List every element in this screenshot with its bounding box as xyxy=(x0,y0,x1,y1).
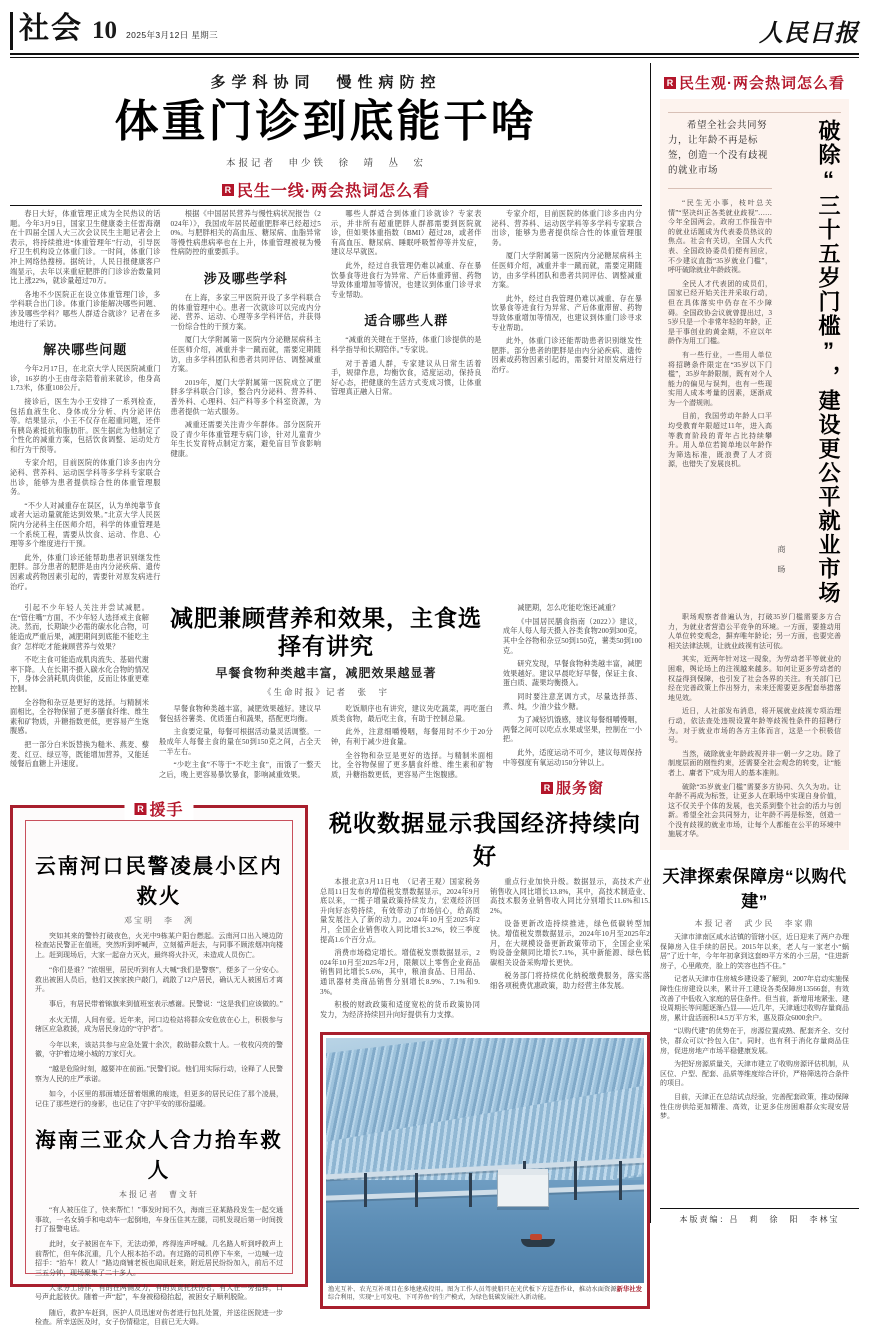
paragraph: 税务部门将持续优化纳税缴费服务，落实落细各项税费优惠政策，助力经营主体发展。 xyxy=(490,972,650,990)
lead-col-1 xyxy=(10,210,161,596)
paragraph: 根据《中国居民营养与慢性病状况报告（2024年）》，我国成年居民超重肥胖率已经超过50%。与肥胖相关的高血压、糖尿病、血脂异常等慢性病患病率也在上升，体重管理被视为慢性病防控的重要抓手。 xyxy=(170,210,321,257)
paragraph: 记者从天津市住房城乡建设委了解到，2007年启动实施保障性住房建设以来，累计开工建设各类保障房13566套，有效改善了中低收入家庭的居住条件。但当前，新增用地紧张、建设周期长等问题逐渐凸显——近几年，天津通过收购存量商品房，累计盘活面积14.5万平方米，惠及群众6000余户。 xyxy=(660,975,849,1022)
tax-col-1 xyxy=(320,878,480,1024)
paragraph: 全民人才代表团的成员们，国家已经开始关注并采取行动，但在具体落实中仍存在不少障碍。全国政协会议就曾提出过，35岁只是一个非常年轻的年龄，正是干事创业的黄金期，不应以年龄作为用工门槛。 xyxy=(668,279,772,346)
lead-col-3 xyxy=(331,210,482,596)
paragraph: 目前，天津正在总结试点经验，完善配套政策，推动保障性住房供给更加精准、高效，让更多住房困难群众实现安居梦。 xyxy=(660,1092,849,1121)
section-subhead: 适合哪些人群 xyxy=(364,313,449,329)
paragraph: “你们是谁？”浓烟里，居民听到有人大喊“我们是警察”，便多了一分安心。救出被困人员后，他们又挨家挨户敲门，疏散了12户居民，确认无人被困后才离开。 xyxy=(35,966,283,994)
red-mark-icon: R xyxy=(222,184,234,196)
paragraph: 全谷物和杂豆是更好的选择。与精制米面相比，全谷物保留了更多膳食纤维、维生素和矿物质，升糖指数更低，更容易产生饱腹感。 xyxy=(331,751,493,779)
paragraph: 把一部分白米饭替换为糙米、燕麦、藜麦、红豆、绿豆等，既能增加营养，又能延缓餐后血糖上升速度。 xyxy=(10,740,150,769)
paragraph: 减重还需要关注青少年群体。部分医院开设了青少年体重管理专病门诊，针对儿童青少年生长发育特点制定方案，避免盲目节食影响健康。 xyxy=(170,421,321,458)
yuanshou-story1-headline: 云南河口民警凌晨小区内救火 xyxy=(35,855,283,908)
paragraph: 此外，适度运动不可少，建议每周保持中等强度有氧运动150分钟以上。 xyxy=(502,748,642,767)
paragraph: 引起不少年轻人关注并尝试减肥。在“管住嘴”方面，不少年轻人选择戒主食解决。然而，长期缺少必需的碳水化合物，可能造成严重后果，减肥期间到底能不能吃主食？怎样吃才能兼顾营养与效果？ xyxy=(10,604,150,651)
masthead-rule-thin xyxy=(10,57,859,58)
paragraph: 主食要定量，每餐可根据活动量灵活调整。一般成年人每餐主食的量在50到150克之间，占全天一半左右。 xyxy=(159,728,321,756)
yuanshou-box-inner xyxy=(25,820,293,1327)
paragraph: 此外，经过自我管理仍难以减重、存在暴饮暴食等进食行为异常、产后体重滞留、药物导致体重增加等情况，也建议到体重门诊寻求专业帮助。 xyxy=(491,294,642,332)
paragraph: 职场观察者普遍认为，打破35岁门槛需要多方合力，为就业者营造公平竞争的环境。一方面，要推动用人单位转变观念，摒弃唯年龄论；另一方面，也要完善相关法律法规，让就业歧视有法可依。 xyxy=(668,613,841,650)
tax-article xyxy=(320,805,650,1309)
masthead xyxy=(10,6,859,50)
masthead-left-group xyxy=(10,12,218,50)
lead-byline: 本报记者 申少铁 徐 靖 丛 宏 xyxy=(225,159,426,169)
paragraph: “有人被压住了，快来帮忙！”事发时间不久，海南三亚某路段发生一起交通事故，一名女骑手和电动车一起倒地，车身压住其左腿，司机发现后第一时间拨打了报警电话。 xyxy=(35,1206,283,1233)
paragraph: 为把好房源质量关，天津市建立了收购房源评估机制，从区位、户型、配套、品质等维度综合评价，严格筛选符合条件的项目。 xyxy=(660,1060,849,1088)
feature2-col-3 xyxy=(331,705,493,784)
fuwuchuang-label xyxy=(503,777,642,798)
minshengguan-label-text: 民生观·两会热词怎么看 xyxy=(679,75,845,92)
quote-and-title xyxy=(668,119,841,609)
photo-post xyxy=(364,1173,367,1207)
paragraph: 对于普通人群，专家建议从日常生活着手，规律作息，均衡饮食，适度运动，保持良好心态，把健康的生活方式变成习惯，让体重管理真正融入日常。 xyxy=(331,359,482,397)
page-grid xyxy=(10,63,859,1327)
feature2-col-1 xyxy=(10,604,149,802)
paragraph: 吃饭顺序也有讲究，建议先吃蔬菜，再吃蛋白质类食物，最后吃主食，有助于控制总量。 xyxy=(331,705,493,723)
lead-headline: 体重门诊到底能干啥 xyxy=(114,97,538,146)
footer-rule xyxy=(660,1208,859,1209)
red-mark-icon: R xyxy=(541,782,553,794)
right-column xyxy=(650,63,849,1223)
feature2-headline-block xyxy=(159,604,493,802)
footer xyxy=(660,1208,859,1225)
minshengguan-label xyxy=(660,72,849,93)
paragraph: 此外，体重门诊还能帮助患者识别继发性肥胖。部分患者的肥胖是由内分泌疾病、遗传因素或药物因素引起的，需要针对原发病进行治疗。 xyxy=(491,337,642,374)
paragraph: 突如其来的警铃打破夜色，火光中9栋某户阳台燃起。云南河口出入境边防检查站民警正在值班，突然听到呼喊声，立刻循声赶去，与同事不顾浓烟冲向楼上。赶到现场后，大家一起奋力灭火，最终将火扑灭，未造成人员伤亡。 xyxy=(35,932,283,959)
yuanshou-label xyxy=(124,797,193,820)
paragraph: 大家分工协作，有的在两侧发力，有的负责托扶伤者，有人在一旁指挥，口号声此起彼伏。随着一声“起”，车身被稳稳抬起，被困女子顺利脱险。 xyxy=(35,1283,283,1302)
yuanshou-story1-byline: 邓宝明 李 冽 xyxy=(124,916,194,925)
paragraph: “以购代建”的优势在于，房源位置成熟、配套齐全、交付快，群众可以“拎包入住”。同时，也有利于消化存量商品住房，促进房地产市场平稳健康发展。 xyxy=(660,1027,849,1055)
paragraph: 此外，注意细嚼慢咽，每餐用时不少于20分钟，有利于减少进食量。 xyxy=(331,728,493,746)
paragraph: 消费市场稳定增长。增值税发票数据显示，2024年10月至2025年2月，限额以上零售企业商品销售同比增长5.6%，其中，粮油食品、日用品、通讯器材类商品销售分别增长8.9%、7.1%和9.3%。 xyxy=(320,949,480,996)
photo-caption-block xyxy=(326,1283,644,1303)
feature-article-2 xyxy=(10,604,642,802)
paragraph: 专家介绍，目前医院的体重门诊多由内分泌科、营养科、运动医学科等多学科专家联合出诊，能够为患者提供综合性的体重管理服务。 xyxy=(491,210,642,247)
yuanshou-story2-headline: 海南三亚众人合力抬车救人 xyxy=(35,1129,283,1183)
paragraph: 2019年，厦门大学附属第一医院成立了肥胖多学科联合门诊，整合内分泌科、营养科、普外科、心理科、妇产科等多个科室资源，为患者提供一站式服务。 xyxy=(170,378,321,416)
feature2-col-2 xyxy=(159,705,321,784)
paragraph: 积极的财政政策和适度宽松的货币政策协同发力，为经济持续回升向好提供有力支撑。 xyxy=(320,1001,480,1019)
paragraph: 此外，经过自我管理仍难以减重、存在暴饮暴食等进食行为异常、产后体重滞留、药物导致体重增加等情况，也建议到体重门诊寻求专业帮助。 xyxy=(331,261,482,299)
main-column xyxy=(10,63,650,1327)
minshengguan-panel xyxy=(660,99,849,850)
tianjin-byline: 本报记者 武少民 李家鼎 xyxy=(694,919,815,929)
feature2-side-note xyxy=(503,604,642,802)
minsheng-yixian-label-text: 民生一线·两会热词怎么看 xyxy=(236,183,431,200)
lead-col-2 xyxy=(171,210,322,596)
red-mark-icon: R xyxy=(134,803,146,815)
tax-headline: 税收数据显示我国经济持续向好 xyxy=(329,810,641,869)
paragraph: 早餐食物种类越丰富，减肥效果越好。建议早餐包括谷薯类、优质蛋白和蔬果，搭配更均衡。 xyxy=(159,705,321,723)
photo-post xyxy=(619,1161,622,1200)
yuanshou-label-text: 援手 xyxy=(149,802,184,819)
paragraph: 各地不少医院正在设立体重管理门诊，多学科联合出门诊。体重门诊能解决哪些问题、涉及哪些学科？哪些人群适合就诊？记者在多地进行了采访。 xyxy=(10,290,161,328)
paragraph: 天津市津南区咸水沽镇的管辖小区，近日迎来了两户办理保障房入住手续的居民。2015年以来，老人与一家老小“蜗居”了近十年，今年年初拿到这套89平方米的小三居，“住进新房子，心里敞亮，脸上的笑容也挡不住。” xyxy=(660,933,849,970)
feature2-byline: 《生命时报》记者 张 宇 xyxy=(262,687,389,698)
photo-credit: 新华社发 xyxy=(616,1286,642,1294)
lead-divider xyxy=(10,205,642,206)
paragraph: 减肥期，怎么吃能吃饱还减重？ xyxy=(517,604,620,613)
paragraph: 全谷物和杂豆是更好的选择。与精制米面相比，全谷物保留了更多膳食纤维、维生素和矿物质，升糖指数更低，更容易产生饱腹感。 xyxy=(10,698,150,736)
newspaper-nameplate: 人民日报 xyxy=(759,21,859,47)
tax-col-2 xyxy=(490,878,650,1024)
paragraph: 厦门大学附属第一医院内分泌糖尿病科主任医师介绍，减重并非一蹴而就，需要定期随访，由多学科团队和患者共同评估、调整减重方案。 xyxy=(170,336,321,374)
paragraph: 重点行业加快升级。数据显示，高技术产业销售收入同比增长13.8%，其中，高技术制造业、高技术服务业销售收入同比分别增长11.6%和15.2%。 xyxy=(490,878,650,915)
paragraph: 设备更新改造持续推进，绿色低碳转型加快。增值税发票数据显示，2024年10月至2025年2月，在大规模设备更新政策带动下，全国企业采购设备金额同比增长7.1%，其中新能源、绿色低碳相关设备采购增长更快。 xyxy=(490,920,650,967)
paragraph: 当然，破除就业年龄歧视并非一朝一夕之功。除了制度层面的刚性约束，还需要全社会观念的转变，让“能者上、庸者下”成为用人的基本准则。 xyxy=(668,749,841,777)
feature2-headline: 减肥兼顾营养和效果，主食选择有讲究 xyxy=(170,605,482,660)
page-number: 10 xyxy=(92,17,117,44)
paragraph: 本报北京3月11日电 （记者王观）国家税务总局11日发布的增值税发票数据显示，2024年9月底以来，一揽子增量政策持续发力，宏观经济回升向好态势持续，有效带动了市场信心，给高质量发展注入了新的动力。2024年10月至2025年2月，全国企业销售收入同比增长3.2%，较三季度提高1.6个百分点。 xyxy=(320,878,480,944)
paragraph: 今年2月17日，在北京大学人民医院减重门诊，16岁的小王由母亲陪着前来就诊，他身高1.73米，体重108公斤。 xyxy=(10,365,161,393)
paragraph: “民生无小事，枝叶总关情”“坚决纠正各类就业歧视”……今年全国两会，政府工作报告中的就业话题成为代表委员热议的焦点。社会有关切，全国人大代表、全国政协委员们便有回应，不少建议直指“35岁就业门槛”，呼吁破除就业年龄歧视。 xyxy=(668,199,772,275)
footer-editors: 本版责编：吕 莉 徐 阳 李林宝 xyxy=(679,1215,840,1224)
paragraph: 有一些行业，一些用人单位将招聘条件限定在“35岁以下门槛”，35岁年龄限制，既有对个人能力的偏见与误判，也有一些现实用人成本考量的因素，逐渐成为一个潜规则。 xyxy=(668,350,772,407)
paragraph: 破除“35岁就业门槛”需要多方协同、久久为功。让年龄不再成为标签，让更多人在职场中实现自身价值，这不仅关乎个体的发展，也关系到整个社会的活力与创新。希望全社会共同努力，让年龄不再是标签，创造一个没有歧视的就业市场，让每个人都能在公平的环境中施展才华。 xyxy=(668,782,841,839)
lead-col-4 xyxy=(492,210,643,596)
paragraph: 此时，女子被困在车下，无法动弹，疼得连声呼喊。几名路人听到呼救声上前帮忙，但车体沉重，几个人根本抬不动。有过路的司机停下车来，一边喊一边招手：“抬车！救人！”路边商铺老板也闻讯赶来，附近居民纷纷加入，前后不过三五分钟，现场聚集了二十多人。 xyxy=(35,1240,283,1277)
publication-date: 2025年3月12日 星期三 xyxy=(126,30,219,40)
yuanshou-box xyxy=(10,802,308,1327)
section-name: 社会 xyxy=(19,12,83,45)
paragraph: 在上海，多家三甲医院开设了多学科联合的体重管理中心。患者一次就诊可以完成内分泌、营养、运动、心理等多学科评估，并获得一份综合性的干预方案。 xyxy=(170,293,321,331)
photo-frame xyxy=(320,1032,650,1309)
photo-post xyxy=(469,1173,472,1207)
paragraph: 其实，近两年针对这一现象，为劳动者平等就业的困难，舆论场上的注视越来越多。如何让更多劳动者的权益得到保障，也引发了社会各界的关注。有关部门已经在完善政策上作出努力，未来还需要更多配套举措落地见效。 xyxy=(668,655,841,702)
paragraph: “少吃主食”不等于“不吃主食”，而饿了一整天之后，晚上更容易暴饮暴食，影响减重效果。 xyxy=(159,761,321,779)
yuanshou-story2-byline: 本报记者 曹文轩 xyxy=(119,1190,199,1200)
paragraph: 《中国居民膳食指南（2022）》建议，成年人每人每天摄入谷类食物200到300克，其中全谷物和杂豆50到150克，薯类50到100克。 xyxy=(502,617,642,655)
commentary-author: 商 旸 xyxy=(777,545,786,575)
quote-divider xyxy=(668,188,772,189)
red-mark-icon: R xyxy=(664,77,676,89)
commentary-vertical-title: 破除“三十五岁门槛”，建设更公平就业市场 xyxy=(816,119,841,605)
paragraph: 如今，小区里的那面墙还留着烟熏的痕迹，但更多的居民记住了那个凌晨，记住了那些逆行的身影，也记住了守护平安的那份温暖。 xyxy=(35,1090,283,1108)
feature2-columns xyxy=(10,604,642,802)
masthead-rule-thick xyxy=(10,53,859,55)
paragraph: 春日大好，体重管理正成为全民热议的话题。今年3月9日，国家卫生健康委主任雷海潮在十四届全国人大三次会议民生主题记者会上表示，将持续推进“体重管理年”行动，引导医疗卫生机构设立体重门诊。一时间，体重门诊冲上网络热搜榜。据统计，人民日报健康客户端显示，去年以来重症肥胖的门诊诊治数量同比上涨22%，就诊量超过70万。 xyxy=(10,210,161,286)
pull-quote: 希望全社会共同努力，让年龄不再是标签，创造一个没有歧视的就业市场 xyxy=(668,121,769,176)
photo-boat xyxy=(521,1239,555,1247)
paragraph: 随后，救护车赶到，医护人员迅速对伤者进行包扎处置，并送往医院进一步检查。所幸送医及时，女子伤情稳定，目前已无大碍。 xyxy=(35,1308,283,1327)
paragraph: 事后，有居民带着锦旗来到值班室表示感谢。民警说：“这是我们应该做的。” xyxy=(49,1000,283,1009)
paragraph: 为了减轻饥饿感，建议每餐细嚼慢咽，两餐之间可以吃点水果或坚果，控制在一小把。 xyxy=(502,716,642,744)
minsheng-yixian-label xyxy=(10,178,642,201)
paragraph: 专家介绍，目前医院的体重门诊多由内分泌科、营养科、运动医学科等多学科专家联合出诊，能够为患者提供综合性的体重管理服务。 xyxy=(10,459,161,497)
feature2-subhead: 早餐食物种类越丰富，减肥效果越显著 xyxy=(215,666,437,681)
paragraph: 今年以来，该站共参与应急处置十余次，救助群众数十人。一枚枚闪亮的警徽，守护着边境小城的万家灯火。 xyxy=(35,1040,283,1059)
paragraph: 此外，体重门诊还能帮助患者识别继发性肥胖。部分患者的肥胖是由内分泌疾病、遗传因素或药物因素引起的，需要针对原发病进行治疗。 xyxy=(10,553,161,591)
paragraph: 目前，我国劳动年龄人口平均受教育年限超过11年，进入高等教育阶段的青年占比持续攀升。用人单位若简单地以年龄作为筛选标准，既浪费了人才资源，也错失了发展良机。 xyxy=(668,412,772,469)
tianjin-headline: 天津探索保障房“以购代建” xyxy=(662,867,847,912)
paragraph: “不少人对减重存在误区，认为单纯靠节食或者大运动量就能达到效果。”北京大学人民医院内分泌科主任医师介绍，科学的体重管理是一个系统工程，需要从饮食、运动、作息、心理等多个维度进行干预。 xyxy=(10,501,161,549)
paragraph: 不吃主食可能造成肌肉流失、基础代谢率下降。人在长期不摄入碳水化合物的情况下，身体会消耗肌肉供能，反而让体重更难控制。 xyxy=(10,656,150,693)
paragraph: 接诊后，医生为小王安排了一系列检查，包括血液生化、身体成分分析、内分泌评估等。结果显示，小王不仅存在超重问题，还伴有胰岛素抵抗和脂肪肝。医生据此为他制定了个性化的减重方案，包括饮食调整、运动处方和行为干预等。 xyxy=(10,397,161,454)
photo-post xyxy=(574,1161,577,1200)
section-subhead: 解决哪些问题 xyxy=(43,342,128,358)
paragraph: 哪些人群适合到体重门诊就诊？专家表示，并非所有超重肥胖人群都需要到医院就诊，但如果体重指数（BMI）超过28，或者伴有高血压、糖尿病、睡眠呼吸暂停等并发症，建议尽早就医。 xyxy=(331,210,482,257)
paragraph: 近日，人社部发布消息，将开展就业歧视专项治理行动，依法查处违规设置年龄等歧视性条件的招聘行为。对于就业市场的各方主体而言，这是一个积极信号。 xyxy=(668,707,841,745)
paragraph: 水火无情，人间有爱。近年来，河口边检站将群众安危放在心上，积极参与辖区应急救援，成为居民身边的“守护者”。 xyxy=(35,1015,283,1034)
lead-article-columns xyxy=(10,210,642,596)
paragraph: 同时要注意烹调方式，尽量选择蒸、煮、炖，少油少盐少糖。 xyxy=(502,692,642,711)
lead-kicker: 多学科协同 慢性病防控 xyxy=(210,74,442,91)
solar-fishery-photo xyxy=(326,1038,644,1283)
tax-article-columns xyxy=(320,878,650,1024)
panel-divider xyxy=(668,112,841,113)
photo-caption-text: 渔光互补、农光互补项目在多地建成投用。图为工作人员驾驶船只在光伏板下方巡查作业，推动水面资源综合利用，实现“上可发电、下可养鱼”的生产模式，为绿色低碳发展注入新动能。 xyxy=(328,1286,617,1302)
paragraph: 研究发现，早餐食物种类越丰富，减肥效果越好。建议早晨吃好早餐，保证主食、蛋白质、蔬果均衡摄入。 xyxy=(502,660,642,688)
photo-post xyxy=(415,1173,418,1207)
paragraph: “越是危险时刻，越要冲在前面。”民警们说。他们用实际行动，诠释了人民警察为人民的庄严承诺。 xyxy=(35,1065,283,1083)
paragraph: 厦门大学附属第一医院内分泌糖尿病科主任医师介绍，减重并非一蹴而就，需要定期随访，由多学科团队和患者共同评估、调整减重方案。 xyxy=(491,252,642,290)
paragraph: “减重的关键在于坚持，体重门诊提供的是科学指导和长期陪伴。”专家说。 xyxy=(331,336,482,354)
feature2-inner-columns xyxy=(159,705,493,784)
fuwuchuang-label-text: 服务窗 xyxy=(555,780,604,798)
photo-equipment-hut xyxy=(497,1173,549,1207)
section-subhead: 涉及哪些学科 xyxy=(203,270,288,286)
